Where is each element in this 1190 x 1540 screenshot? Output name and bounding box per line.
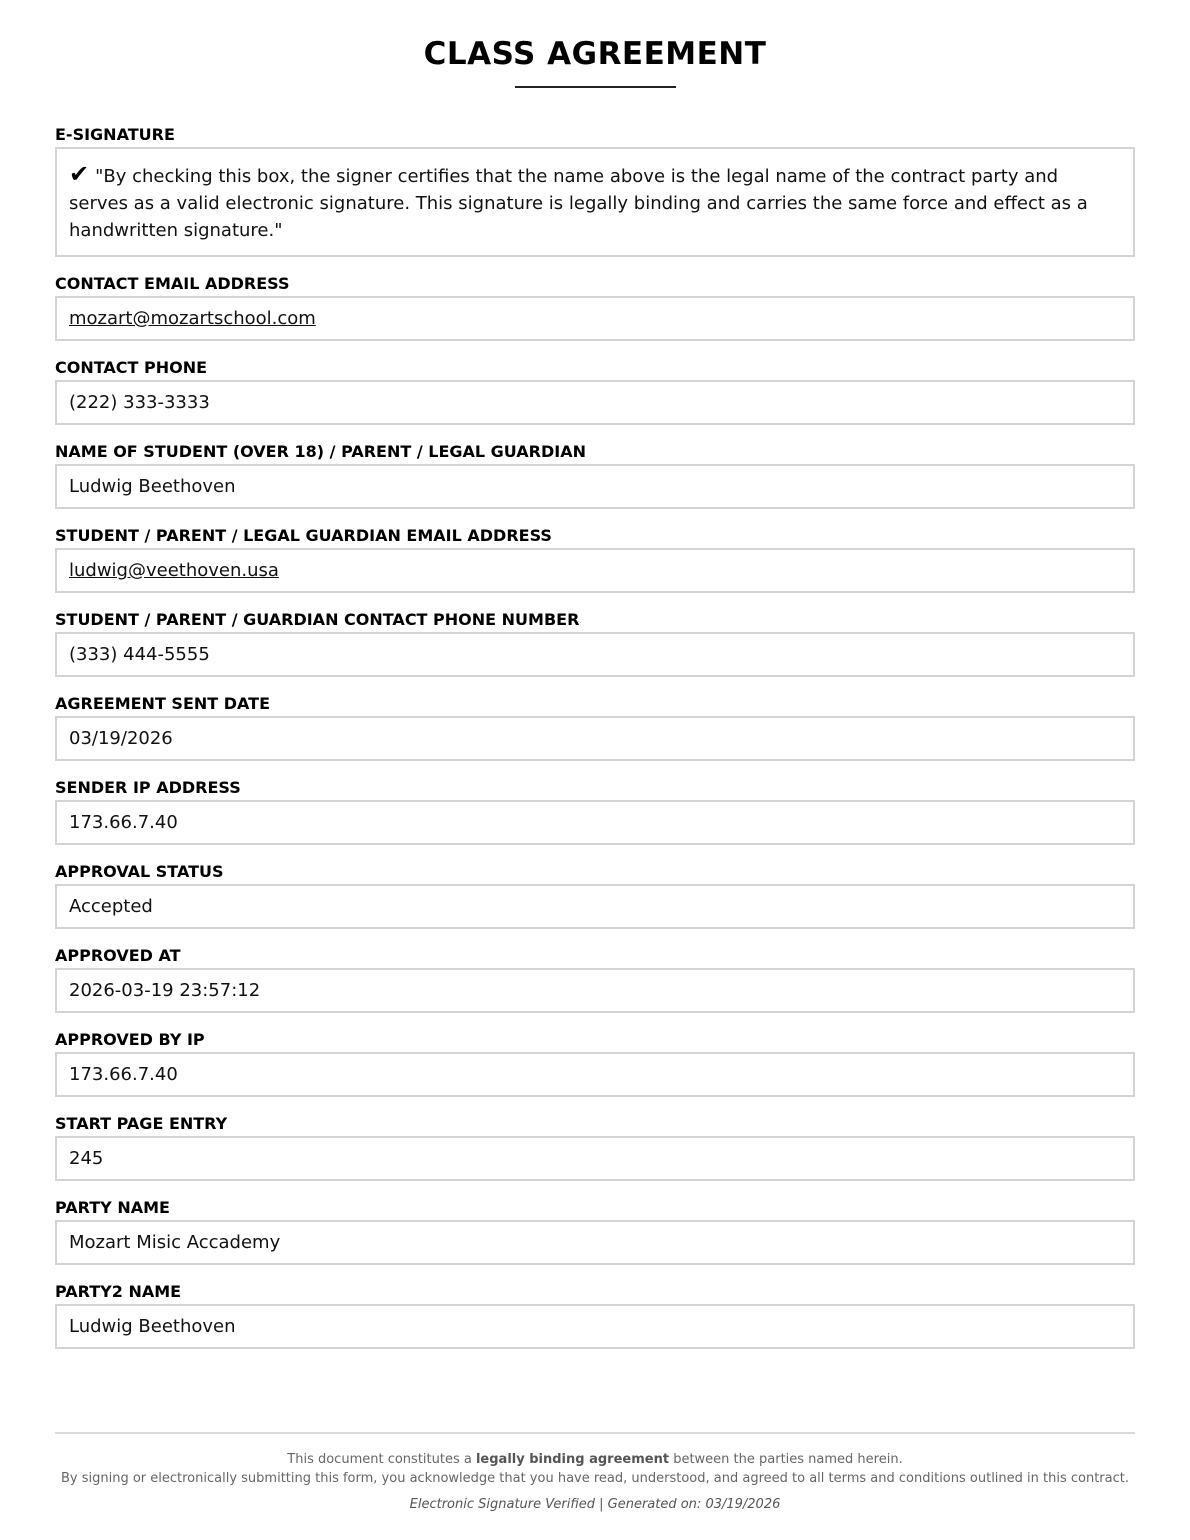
approved-at-label: APPROVED AT [55,946,181,965]
approved-by-ip-label: APPROVED BY IP [55,1030,205,1049]
start-page-entry-field [55,1114,1135,1181]
contact-email-box [55,296,1135,341]
approval-status-label: APPROVAL STATUS [55,862,224,881]
party2-name-value: Ludwig Beethoven [55,1304,1135,1349]
approval-status-value: Accepted [55,884,1135,929]
esignature-text: "By checking this box, the signer certifies that the name above is the legal name of the contract party and serves as a valid electronic signature. This signature is legally binding and carries the same force and effect as a handwritten signature." [69,166,1088,241]
approval-status-field [55,862,1135,929]
esignature-box [55,147,1135,257]
sent-date-field [55,694,1135,761]
student-email-label: STUDENT / PARENT / LEGAL GUARDIAN EMAIL ADDRESS [55,526,552,545]
sent-date-value: 03/19/2026 [55,716,1135,761]
contact-phone-label: CONTACT PHONE [55,358,208,377]
student-phone-field [55,610,1135,677]
signature-verification: Electronic Signature Verified | Generated on: 03/19/2026 [409,1497,781,1512]
approved-at-value: 2026-03-19 23:57:12 [55,968,1135,1013]
checkmark-icon: ✔ [69,160,90,188]
sender-ip-label: SENDER IP ADDRESS [55,778,241,797]
student-email-field [55,526,1135,593]
contact-phone-value: (222) 333-3333 [55,380,1135,425]
esignature-field [55,125,1135,257]
start-page-entry-value: 245 [55,1136,1135,1181]
page-title: CLASS AGREEMENT [423,36,767,72]
contact-email-field [55,274,1135,341]
esignature-label: E-SIGNATURE [55,125,175,144]
title-underline [515,86,676,88]
student-name-field [55,442,1135,509]
approved-by-ip-value: 173.66.7.40 [55,1052,1135,1097]
footer [0,1450,1190,1514]
sent-date-label: AGREEMENT SENT DATE [55,694,271,713]
footer-line-1-suffix: between the parties named herein. [669,1452,903,1467]
contact-email-label: CONTACT EMAIL ADDRESS [55,274,290,293]
student-email-link[interactable]: ludwig@veethoven.usa [69,560,279,581]
footer-line-1-prefix: This document constitutes a [287,1452,476,1467]
footer-line-1 [0,1450,1190,1469]
approved-at-field [55,946,1135,1013]
party-name-value: Mozart Misic Accademy [55,1220,1135,1265]
agreement-fields [55,125,1135,1366]
footer-divider [55,1432,1135,1434]
student-name-value: Ludwig Beethoven [55,464,1135,509]
party2-name-field [55,1282,1135,1349]
contact-email-link[interactable]: mozart@mozartschool.com [69,308,316,329]
student-name-label: NAME OF STUDENT (OVER 18) / PARENT / LEGAL GUARDIAN [55,442,586,461]
student-phone-value: (333) 444-5555 [55,632,1135,677]
contact-phone-field [55,358,1135,425]
approved-by-ip-field [55,1030,1135,1097]
footer-line-2: By signing or electronically submitting this form, you acknowledge that you have read, understood, and agreed to all terms and conditions outlined in this contract. [60,1471,1129,1486]
party2-name-label: PARTY2 NAME [55,1282,182,1301]
sender-ip-field [55,778,1135,845]
party-name-label: PARTY NAME [55,1198,170,1217]
party-name-field [55,1198,1135,1265]
sender-ip-value: 173.66.7.40 [55,800,1135,845]
footer-line-1-bold: legally binding agreement [475,1452,670,1467]
student-phone-label: STUDENT / PARENT / GUARDIAN CONTACT PHONE NUMBER [55,610,580,629]
student-email-box [55,548,1135,593]
start-page-entry-label: START PAGE ENTRY [55,1114,228,1133]
